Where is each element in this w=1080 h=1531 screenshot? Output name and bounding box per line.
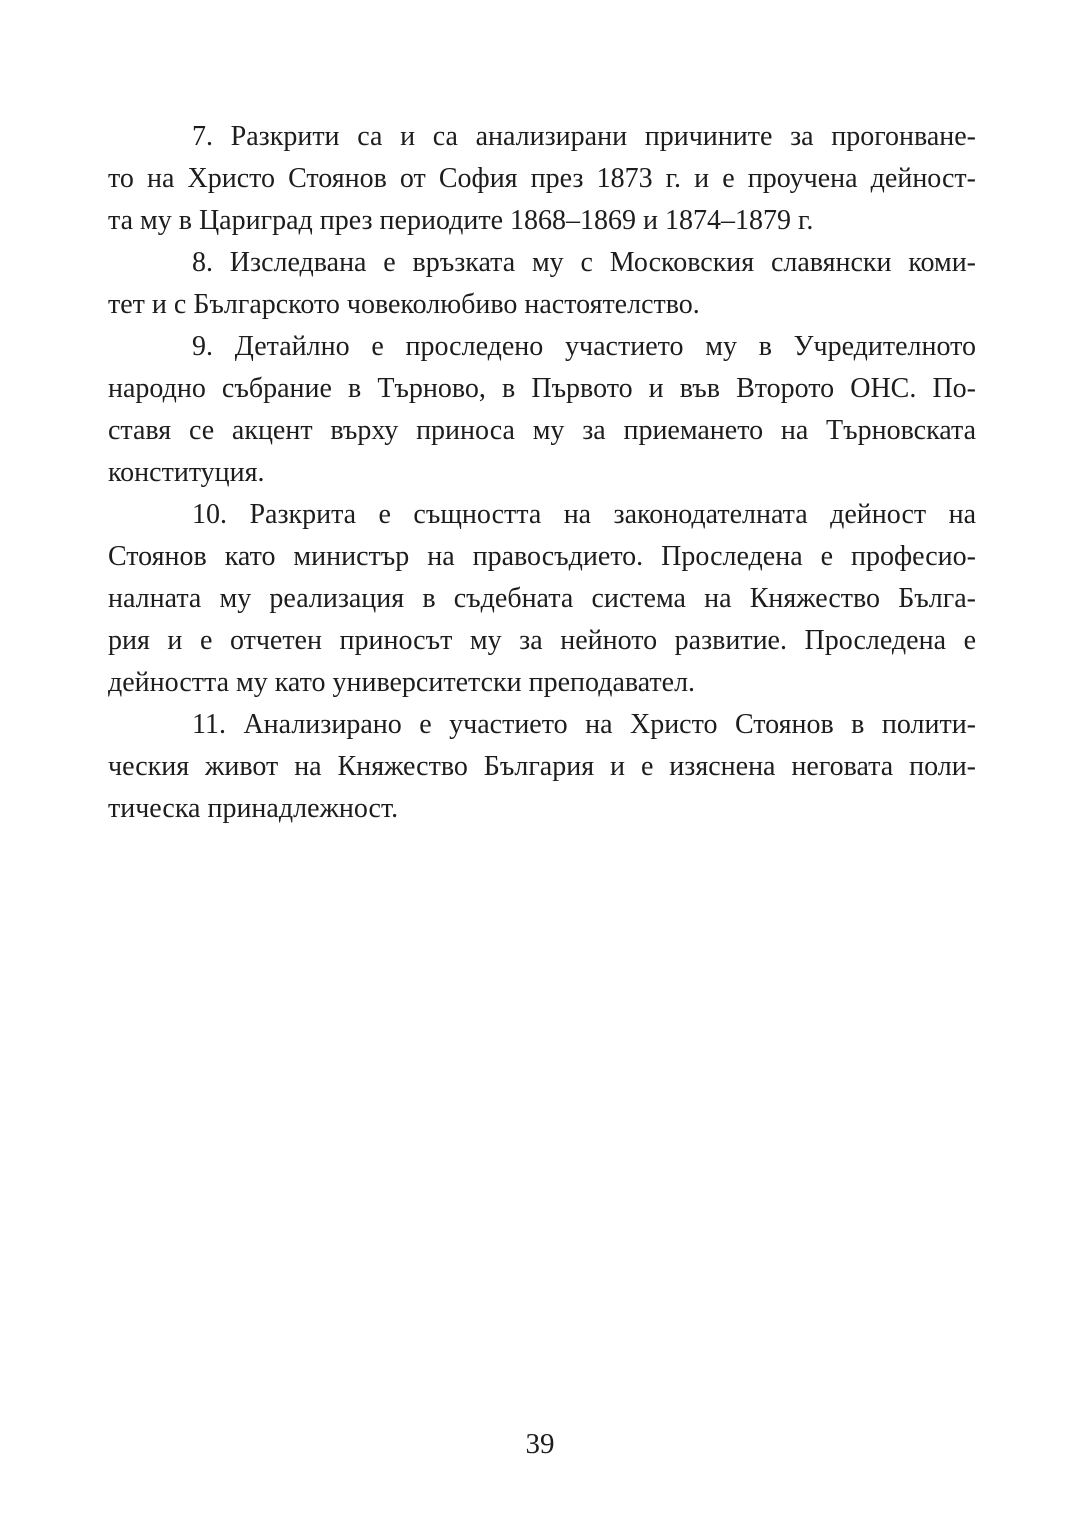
text-line: тическа принадлежност.	[108, 793, 399, 824]
paragraph-item-10	[108, 494, 976, 704]
paragraph-item-9	[108, 326, 976, 494]
text-line: 10. Разкрита е същността на законодателната дейност на	[192, 499, 976, 530]
text-line: ставя се акцент върху приноса му за приемането на Търновската	[108, 415, 976, 446]
text-line: ческия живот на Княжество България и е изяснена неговата поли-	[108, 751, 976, 782]
text-line: Стоянов като министър на правосъдието. Проследена е професио-	[108, 541, 976, 572]
text-line: налната му реализация в съдебната система на Княжество Бълга-	[108, 583, 976, 614]
text-line: конституция.	[108, 457, 265, 488]
paragraph-item-7	[108, 116, 976, 242]
text-block	[108, 116, 976, 830]
text-line: та му в Цариград през периодите 1868–1869 и 1874–1879 г.	[108, 205, 814, 236]
text-line: народно събрание в Търново, в Първото и във Второто ОНС. По-	[108, 373, 976, 404]
text-line: 7. Разкрити са и са анализирани причините за прогонване-	[192, 121, 976, 152]
text-line: 9. Детайлно е проследено участието му в Учредителното	[192, 331, 976, 362]
text-line: дейността му като университетски преподавател.	[108, 667, 696, 698]
text-line: 11. Анализирано е участието на Христо Стоянов в полити-	[192, 709, 976, 740]
paragraph-item-11	[108, 704, 976, 830]
page-number: 39	[525, 1428, 555, 1460]
text-line: тет и с Българското човеколюбиво настоятелство.	[108, 289, 700, 320]
text-line: 8. Изследвана е връзката му с Московския славянски коми-	[192, 247, 976, 278]
text-line: то на Христо Стоянов от София през 1873 г. и е проучена дейност-	[108, 163, 976, 194]
paragraph-item-8	[108, 242, 976, 326]
text-line: рия и е отчетен приносът му за нейното развитие. Проследена е	[108, 625, 976, 656]
